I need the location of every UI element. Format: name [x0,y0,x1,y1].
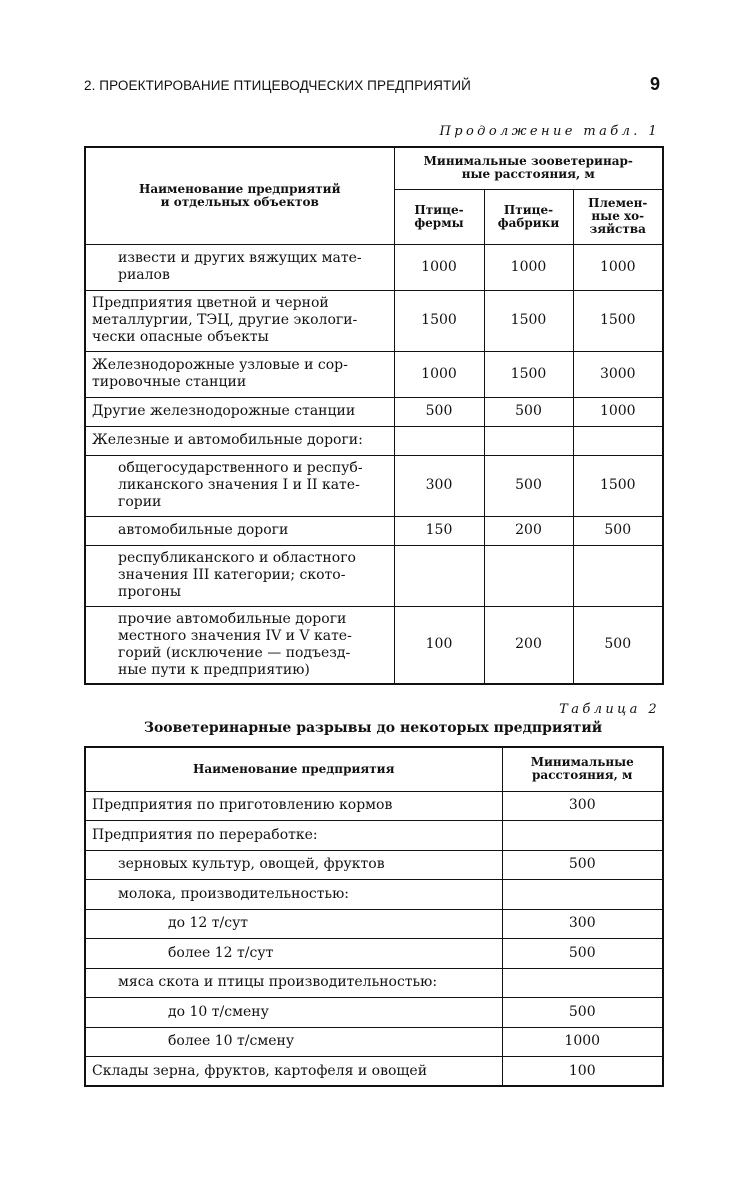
table-row [85,939,663,969]
distance-table-1 [84,146,664,685]
row-distance-value: 1000 [394,351,484,397]
row-distance-value: 200 [484,516,573,545]
column-header-enterprise-name: Наименование предприятия [85,747,502,791]
page-number: 9 [649,74,660,94]
row-distance-value: 1000 [573,244,663,290]
row-enterprise-name: молока, производительностью: [85,880,502,910]
row-distance-value [502,821,663,851]
row-enterprise-name: Склады зерна, фруктов, картофеля и овощей [85,1057,502,1087]
table-row [85,351,663,397]
row-distance-value: 100 [394,606,484,684]
row-distance-value: 1500 [484,351,573,397]
row-distance-value: 1500 [573,290,663,351]
table-row [85,290,663,351]
row-distance-value [573,545,663,606]
column-header-poultry-factories: Птице- фабрики [484,189,573,244]
column-header-breeding-farms: Племен- ные хо- зяйства [573,189,663,244]
table-row [85,791,663,821]
table2-title: Зооветеринарные разрывы до некоторых предприятий [143,720,603,736]
column-header-poultry-farms: Птице- фермы [394,189,484,244]
row-distance-value: 300 [502,791,663,821]
row-distance-value: 500 [502,998,663,1028]
table-row [85,606,663,684]
row-distance-value: 500 [502,939,663,969]
column-header-min-distances: Минимальные зооветеринар- ные расстояния, м [394,147,663,189]
row-object-name: прочие автомобильные дороги местного значения IV и V кате- горий (исключение — подъезд- ные пути к предприятию) [85,606,394,684]
row-distance-value: 300 [394,455,484,516]
row-object-name: Железные и автомобильные дороги: [85,426,394,455]
row-object-name: Другие железнодорожные станции [85,397,394,426]
running-head: 2. ПРОЕКТИРОВАНИЕ ПТИЦЕВОДЧЕСКИХ ПРЕДПРИЯТИЙ [84,78,471,93]
table-row [85,516,663,545]
row-distance-value [484,545,573,606]
table-row [85,821,663,851]
row-object-name: автомобильные дороги [85,516,394,545]
column-header-min-distance: Минимальные расстояния, м [502,747,663,791]
row-distance-value [394,426,484,455]
row-distance-value: 500 [484,455,573,516]
row-distance-value: 500 [394,397,484,426]
row-distance-value [394,545,484,606]
distance-table-2 [84,746,664,1087]
row-distance-value: 300 [502,909,663,939]
row-distance-value: 150 [394,516,484,545]
row-distance-value: 100 [502,1057,663,1087]
table-row [85,244,663,290]
row-distance-value: 3000 [573,351,663,397]
row-enterprise-name: более 10 т/смену [85,1027,502,1057]
row-distance-value [484,426,573,455]
row-object-name: извести и других вяжущих мате- риалов [85,244,394,290]
row-distance-value [573,426,663,455]
row-enterprise-name: Предприятия по переработке: [85,821,502,851]
row-object-name: Железнодорожные узловые и сор- тировочные станции [85,351,394,397]
column-header-object-name: Наименование предприятий и отдельных объектов [85,147,394,244]
table-row [85,850,663,880]
table-row [85,426,663,455]
table-row [85,880,663,910]
row-enterprise-name: до 10 т/смену [85,998,502,1028]
row-object-name: Предприятия цветной и черной металлургии, ТЭЦ, другие экологи- чески опасные объекты [85,290,394,351]
row-distance-value: 1000 [502,1027,663,1057]
row-distance-value [502,880,663,910]
row-distance-value: 1500 [394,290,484,351]
row-distance-value: 1000 [484,244,573,290]
row-distance-value: 500 [484,397,573,426]
row-enterprise-name: более 12 т/сут [85,939,502,969]
table1-continuation-caption: Продолжение табл. 1 [439,124,660,139]
table-row [85,968,663,998]
row-distance-value [502,968,663,998]
row-distance-value: 1000 [573,397,663,426]
row-distance-value: 1500 [573,455,663,516]
table-row [85,909,663,939]
row-distance-value: 200 [484,606,573,684]
row-enterprise-name: зерновых культур, овощей, фруктов [85,850,502,880]
row-enterprise-name: до 12 т/сут [85,909,502,939]
row-enterprise-name: Предприятия по приготовлению кормов [85,791,502,821]
table2-label: Таблица 2 [559,702,660,717]
row-object-name: общегосударственного и респуб- ликанского значения I и II кате- гории [85,455,394,516]
row-distance-value: 500 [573,606,663,684]
row-distance-value: 1500 [484,290,573,351]
table-row [85,545,663,606]
row-distance-value: 500 [573,516,663,545]
row-distance-value: 500 [502,850,663,880]
table-row [85,1027,663,1057]
row-object-name: республиканского и областного значения III категории; ското- прогоны [85,545,394,606]
table-row [85,998,663,1028]
table-row [85,455,663,516]
row-enterprise-name: мяса скота и птицы производительностью: [85,968,502,998]
table-row [85,397,663,426]
row-distance-value: 1000 [394,244,484,290]
table-row [85,1057,663,1087]
